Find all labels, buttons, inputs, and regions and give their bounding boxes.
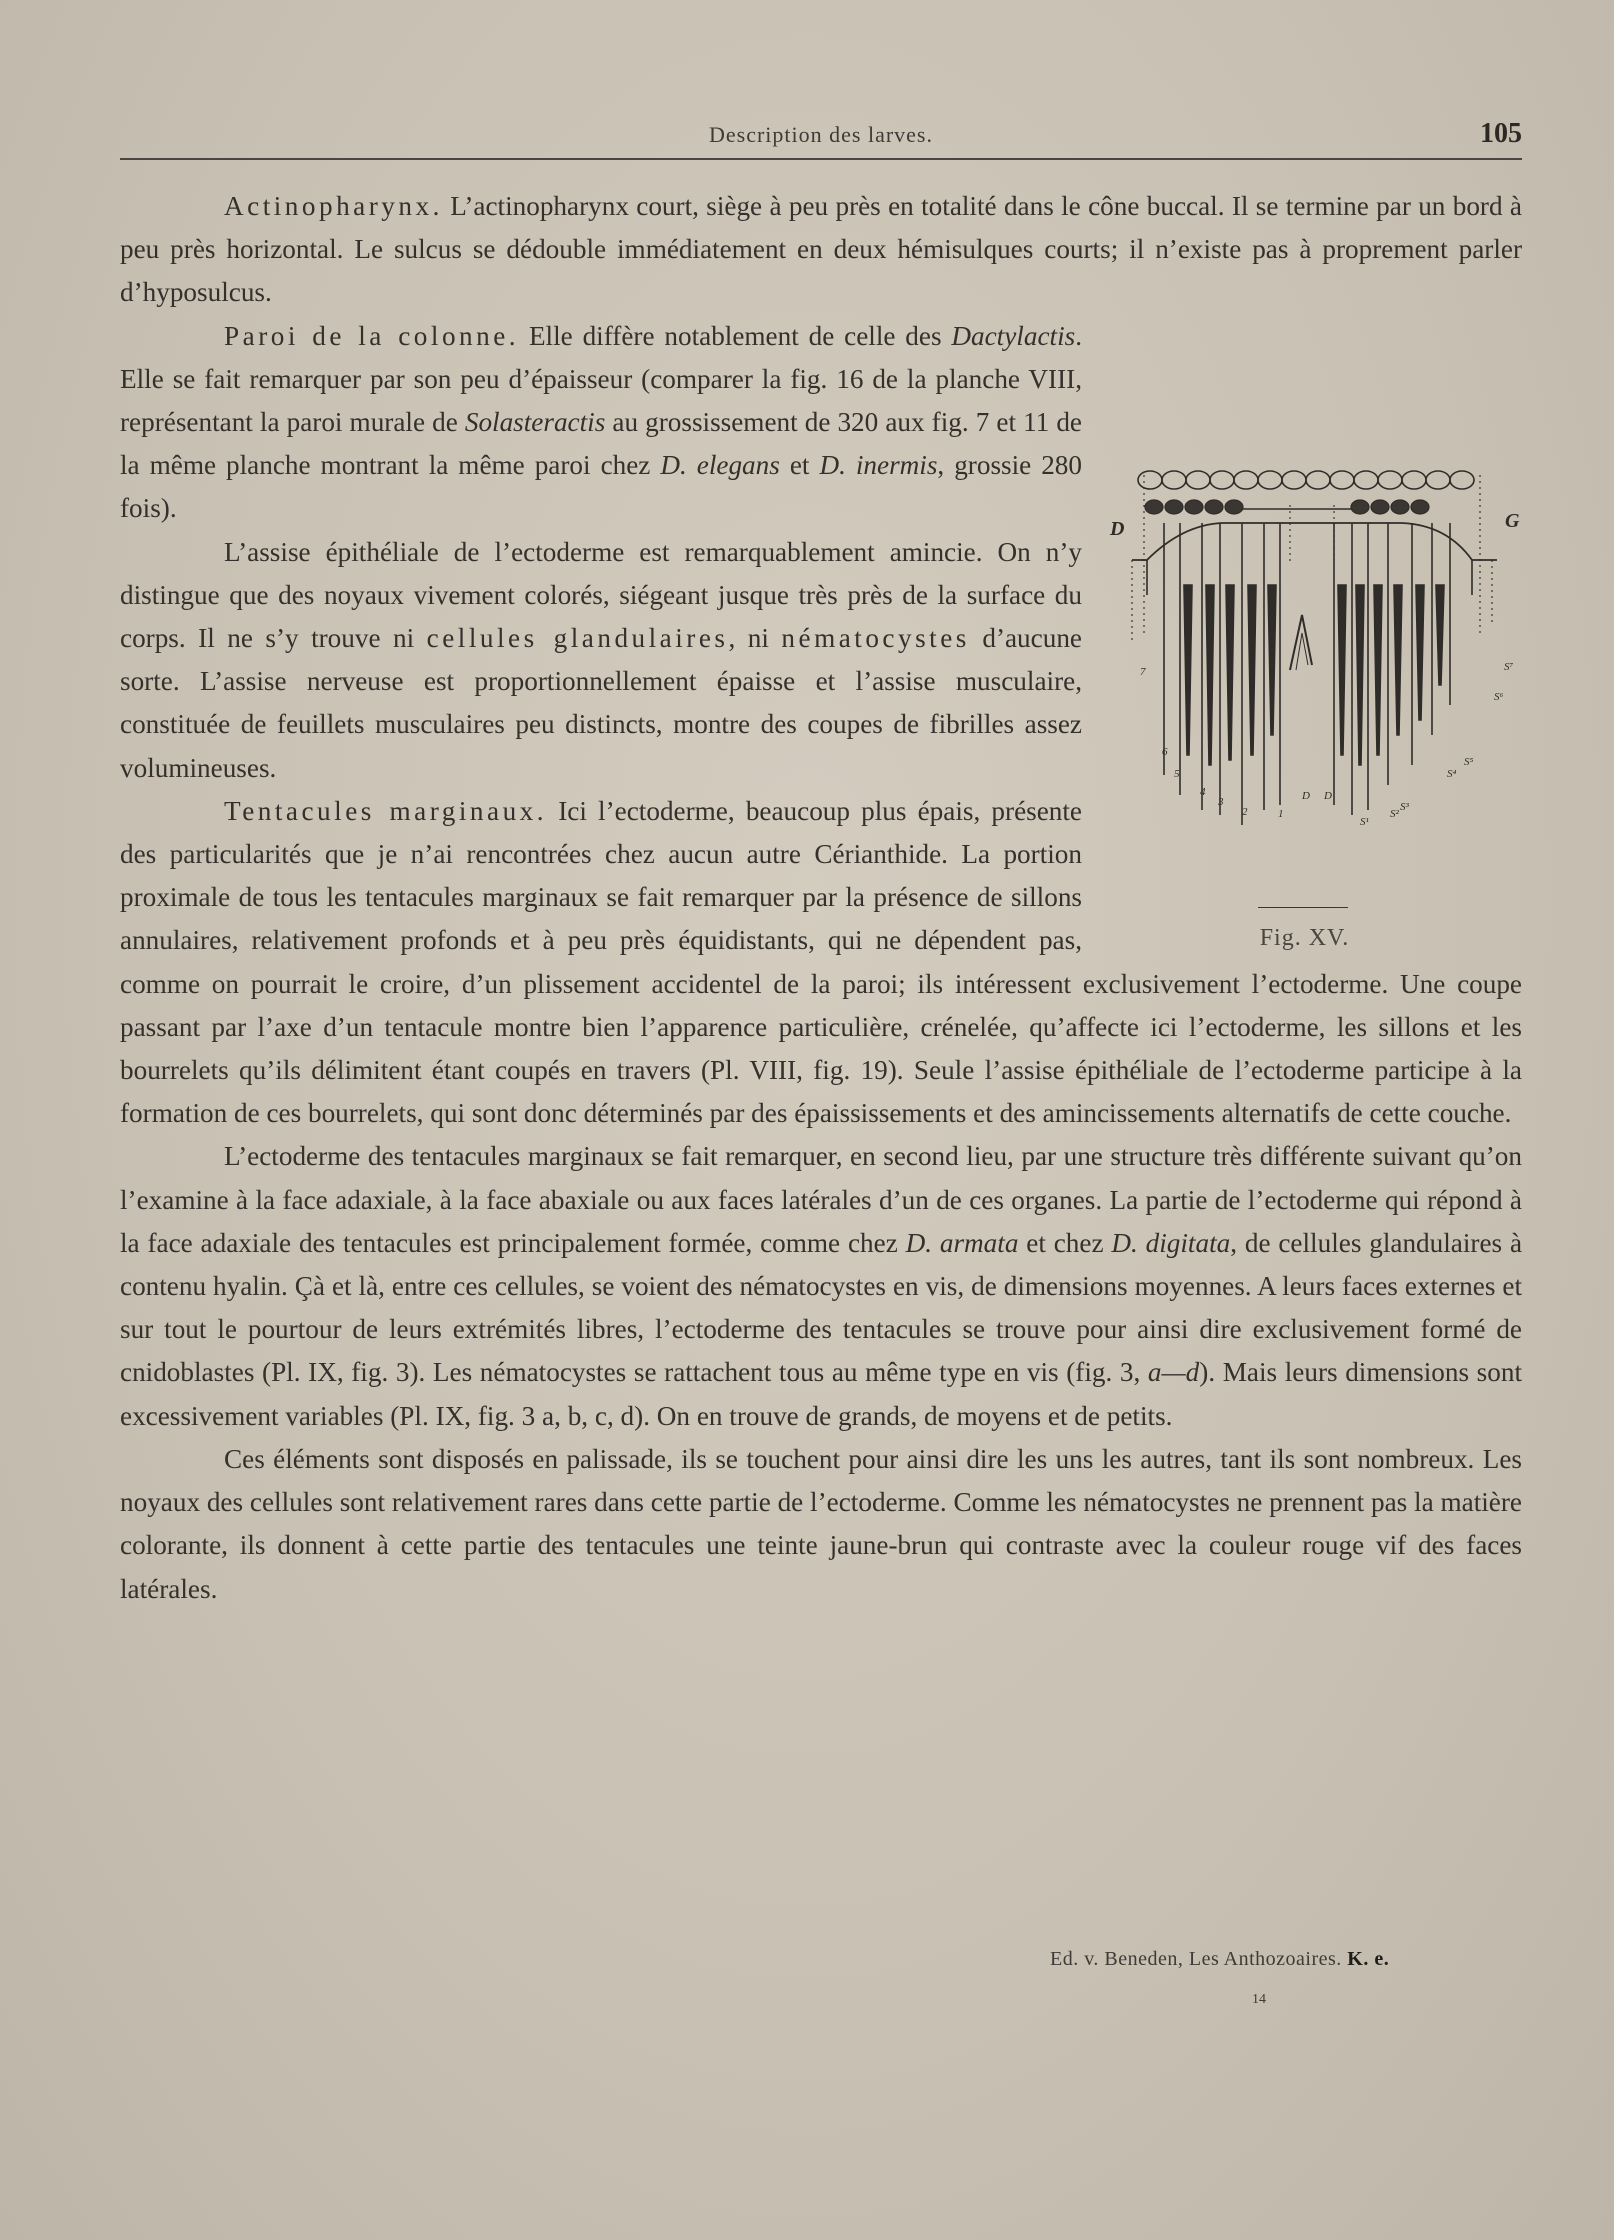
label-1: 1 [1278, 807, 1284, 820]
page-number: 105 [1480, 118, 1522, 149]
circle-filled [1165, 500, 1183, 514]
figure-label-g: G [1505, 509, 1520, 532]
taxon-name: D. digitata [1111, 1227, 1231, 1258]
circle-open [1186, 471, 1210, 489]
mesentery-wedge [1416, 585, 1424, 720]
circle-open [1306, 471, 1330, 489]
label-s6: S⁶ [1494, 690, 1504, 703]
circle-filled [1185, 500, 1203, 514]
paragraph-elements [120, 1438, 1522, 1611]
footer-credit [1050, 1948, 1389, 1971]
circle-filled [1351, 500, 1369, 514]
mesentery-wedge [1248, 585, 1256, 755]
circle-open [1378, 471, 1402, 489]
label-4: 4 [1200, 785, 1206, 798]
credit-text: Ed. v. Beneden, Les Anthozoaires. [1050, 1948, 1348, 1970]
circle-filled [1371, 500, 1389, 514]
label-2: 2 [1242, 805, 1248, 818]
signature-mark: 14 [1252, 1992, 1266, 2007]
paragraph-actinopharynx [120, 185, 1522, 315]
caption-rule [1258, 907, 1348, 908]
circle-filled [1145, 500, 1163, 514]
body-text [120, 185, 1522, 1611]
paragraph-text: et [779, 450, 820, 481]
spaced-term: cellules glandulaires [426, 623, 729, 654]
paragraph-text: ). Mais leurs dimensions sont excessivement variables (Pl. IX, fig. 3 a, b, c, d). On en trouve de grands, de moyens et de petits. [120, 1357, 1522, 1431]
label-s3: S³ [1400, 800, 1409, 813]
paragraph-text: L’assise épithéliale de l’ectoderme est remarquablement amincie. On n’y distingue que des noyaux vivement colorés, siégeant jusque très près de la surface du corps. Il ne s’y trouve ni [120, 536, 1082, 654]
label-d-left: D [1302, 789, 1310, 802]
label-s1: S¹ [1360, 815, 1369, 828]
paragraph-text: d’aucune sorte. L’assise nerveuse est proportionnellement épaisse et l’assise musculaire, constituée de feuillets musculaires peu distincts, montre des coupes de fibrilles assez volumineuses. [120, 623, 1082, 783]
circle-open [1234, 471, 1258, 489]
label-s5: S⁵ [1464, 755, 1474, 768]
circle-open [1210, 471, 1234, 489]
circle-open [1162, 471, 1186, 489]
mesentery-wedge [1268, 585, 1276, 735]
paragraph-text: au grossissement de 320 aux fig. 7 et 11 de la même planche montrant la même paroi chez [120, 407, 1082, 481]
circle-open [1282, 471, 1306, 489]
mesentery-wedge [1184, 585, 1192, 755]
paragraph-text: L’actinopharynx court, siège à peu près en totalité dans le cône buccal. Il se termine par un bord à peu près horizontal. Le sulcus se dédouble immédiatement en deux hémisulques courts; il n’existe pas à proprement parler d’hyposulcus. [120, 191, 1522, 308]
section-title-tentacules: Tentacules marginaux. [224, 795, 548, 826]
mesentery-wedge [1206, 585, 1214, 765]
taxon-name: D. elegans [660, 450, 780, 481]
label-3: 3 [1218, 795, 1224, 808]
figure-xv-diagram [1102, 465, 1522, 915]
circle-filled [1225, 500, 1243, 514]
paragraph-text: , ni [728, 623, 782, 654]
figure-xv [1102, 465, 1522, 955]
circle-open [1450, 471, 1474, 489]
circle-open [1402, 471, 1426, 489]
circle-open [1330, 471, 1354, 489]
taxon-name: Solasteractis [464, 407, 606, 438]
paragraph-text: Ces éléments sont disposés en palissade, ils se touchent pour ainsi dire les uns les autres, tant ils sont nombreux. Les noyaux des cellules sont relativement rares dans cette partie de l’ectoderme. Comme les nématocystes ne prennent pas la matière colorante, ils donnent à cette partie des tentacules une teinte jaune-brun qui contraste avec la couleur rouge vif des faces latérales. [120, 1443, 1522, 1604]
paragraph-text: et chez [1018, 1227, 1112, 1258]
paragraph-text: Ici l’ectoderme, beaucoup plus épais, présente des particularités que je n’ai rencontrées chez aucun autre Cérianthide. La portion proximale de tous les tentacules marginaux se fait remarquer par la présence de sillons annulaires, relativement profonds et à peu près équidistants, qui ne dépendent pas, comme on pourrait le croire, d’un plissement accidentel de la paroi; ils intéressent exclusivement l’ectoderme. Une coupe passant par l’axe d’un tentacule montre bien l’apparence particulière, crénelée, qu’affecte ici l’ectoderme, les sillons et les bourrelets qu’ils délimitent étant coupés en travers (Pl. VIII, fig. 19). Seule l’assise épithéliale de l’ectoderme participe à la formation de ces bourrelets, qui sont donc déterminés par des épaississements et des amincissements alternatifs de cette couche. [120, 795, 1522, 1129]
mesentery-wedge [1436, 585, 1444, 685]
mesentery-wedge [1338, 585, 1346, 755]
label-s4: S⁴ [1447, 767, 1457, 780]
circle-filled [1205, 500, 1223, 514]
circle-open [1258, 471, 1282, 489]
label-6: 6 [1162, 745, 1168, 758]
taxon-name: D. inermis [819, 450, 938, 481]
figure-caption: Fig. XV. [1259, 924, 1350, 951]
paragraph-text: , de cellules glandulaires à contenu hyalin. Çà et là, entre ces cellules, se voient des nématocystes en vis, de dimensions moyennes. A leurs faces externes et sur tout le pourtour de leurs extrémités libres, l’ectoderme des tentacules se trouve pour ainsi dire exclusivement formé de cnidoblastes (Pl. IX, fig. 3). Les nématocystes se rattachent tous au même type en vis (fig. 3, [120, 1227, 1523, 1388]
circle-filled [1391, 500, 1409, 514]
mesentery-wedge [1374, 585, 1382, 755]
label-s2: S² [1390, 807, 1399, 820]
circle-filled [1411, 500, 1429, 514]
taxon-name: D. armata [905, 1227, 1019, 1258]
label-5: 5 [1174, 767, 1180, 780]
mesentery-wedge [1394, 585, 1402, 735]
figure-label-d: D [1110, 517, 1125, 540]
section-title-paroi: Paroi de la colonne. [224, 320, 520, 351]
spaced-term: nématocystes [781, 623, 970, 654]
figure-reference: a—d [1147, 1357, 1200, 1388]
label-s7: S⁷ [1504, 660, 1514, 673]
taxon-name: Dactylactis [951, 320, 1076, 351]
paragraph-text: . Elle se fait remarquer par son peu d’épaisseur (comparer la fig. 16 de la planche VIII, représentant la paroi murale de [120, 320, 1083, 438]
running-title: Description des larves. [709, 122, 933, 147]
paragraph-text: , grossie 280 fois). [120, 450, 1082, 524]
page-header [120, 118, 1522, 160]
credit-mark: K. e. [1347, 1948, 1390, 1970]
section-title-actinopharynx: Actinopharynx. [224, 191, 443, 221]
circle-open [1354, 471, 1378, 489]
circle-open [1138, 471, 1162, 489]
paragraph-ectoderme [120, 1135, 1522, 1437]
paragraph-text: L’ectoderme des tentacules marginaux se fait remarquer, en second lieu, par une structure très différente suivant qu’on l’examine à la face adaxiale, à la face abaxiale ou aux faces latérales d’un de ces organes. La partie de l’ectoderme qui répond à la face adaxiale des tentacules est principalement formée, comme chez [120, 1141, 1522, 1258]
paragraph-text: Elle diffère notablement de celle des [519, 320, 952, 351]
circle-open [1426, 471, 1450, 489]
mesentery-wedge [1226, 585, 1234, 760]
label-7: 7 [1140, 665, 1146, 678]
label-d-right: D [1324, 789, 1332, 802]
mesentery-wedge [1356, 585, 1364, 765]
